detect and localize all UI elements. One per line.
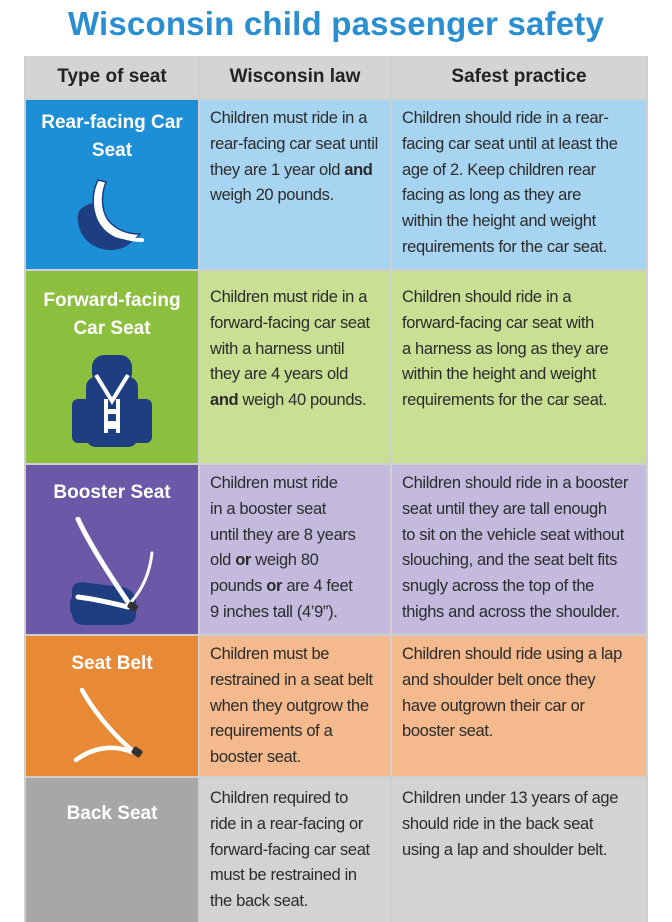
wisconsin-law-text	[210, 285, 384, 414]
seat-type-cell	[26, 778, 198, 922]
rear-facing-car-seat-icon	[68, 178, 156, 262]
header-type-of-seat: Type of seat	[26, 56, 198, 98]
table-row-booster-seat	[26, 465, 646, 634]
law-text-part: Children must ride in a booster seat until they are 8 years old	[210, 474, 356, 570]
seat-type-label: Forward-facing Car Seat	[43, 290, 181, 339]
seat-type-label: Booster Seat	[53, 482, 171, 503]
safest-practice-text: Children should ride in a forward-facing car seat with a harness as long as they are within the height and weight requirements for the car seat.	[402, 288, 609, 410]
safest-practice-cell	[392, 100, 646, 269]
safest-practice-cell	[392, 465, 646, 634]
forward-facing-car-seat-icon	[68, 353, 156, 451]
law-text-emphasis: or	[235, 551, 252, 570]
law-text-emphasis: and	[210, 391, 239, 410]
wisconsin-law-text	[210, 471, 384, 626]
booster-seat-icon	[64, 517, 160, 629]
safety-table	[24, 56, 648, 922]
wisconsin-law-text	[210, 106, 384, 209]
seat-type-cell	[26, 636, 198, 776]
page-title: Wisconsin child passenger safety	[67, 5, 605, 42]
seat-type-label: Seat Belt	[71, 653, 153, 674]
law-text-part: Children must ride in a forward-facing car seat with a harness until they are 4 years old	[210, 288, 370, 384]
safest-practice-text: Children should ride in a rear- facing car seat until at least the age of 2. Keep children rear facing as long as they are within the height and weight requirements for the car seat.	[402, 109, 618, 256]
seat-belt-icon	[70, 688, 156, 768]
seat-type-cell	[26, 465, 198, 634]
safest-practice-cell	[392, 271, 646, 463]
wisconsin-law-cell	[200, 100, 390, 269]
seat-type-cell	[26, 100, 198, 269]
safest-practice-cell	[392, 778, 646, 922]
law-text-part: Children must ride in a rear-facing car seat until they are 1 year old	[210, 109, 378, 179]
law-text-part: weigh 80 pounds	[210, 551, 319, 596]
safest-practice-text: Children should ride in a booster seat until they are tall enough to sit on the vehicle seat without slouching, and the seat belt fits snugly across the top of the thighs and across the shoulder.	[402, 474, 629, 621]
header-wisconsin-law: Wisconsin law	[200, 56, 390, 98]
seat-type-label: Rear-facing Car Seat	[41, 112, 183, 161]
header-safest-practice: Safest practice	[392, 56, 646, 98]
safest-practice-cell	[392, 636, 646, 776]
wisconsin-law-cell	[200, 465, 390, 634]
table-row-forward-facing	[26, 271, 646, 463]
safest-practice-text: Children should ride using a lap and shoulder belt once they have outgrown their car or booster seat.	[402, 645, 622, 741]
law-text-part: Children must be restrained in a seat belt when they outgrow the requirements of a booster seat.	[210, 645, 373, 767]
law-text-emphasis: and	[344, 160, 373, 179]
law-text-part: weigh 20 pounds.	[210, 186, 334, 205]
law-text-emphasis: or	[266, 577, 283, 596]
wisconsin-law-cell	[200, 636, 390, 776]
law-text-part: Children required to ride in a rear-facing or forward-facing car seat must be restrained in the back seat.	[210, 789, 370, 911]
table-row-rear-facing	[26, 100, 646, 269]
wisconsin-law-cell	[200, 778, 390, 922]
seat-type-label: Back Seat	[66, 803, 158, 824]
wisconsin-law-text	[210, 786, 384, 915]
table-row-back-seat	[26, 778, 646, 922]
wisconsin-law-cell	[200, 271, 390, 463]
wisconsin-law-text	[210, 642, 384, 771]
law-text-part: weigh 40 pounds.	[238, 391, 367, 410]
law-text-part: are 4 feet 9 inches tall (4’9”).	[210, 577, 353, 621]
table-header-row	[26, 56, 646, 98]
seat-type-cell	[26, 271, 198, 463]
safest-practice-text: Children under 13 years of age should ride in the back seat using a lap and shoulder belt.	[402, 789, 619, 859]
table-row-seat-belt	[26, 636, 646, 776]
